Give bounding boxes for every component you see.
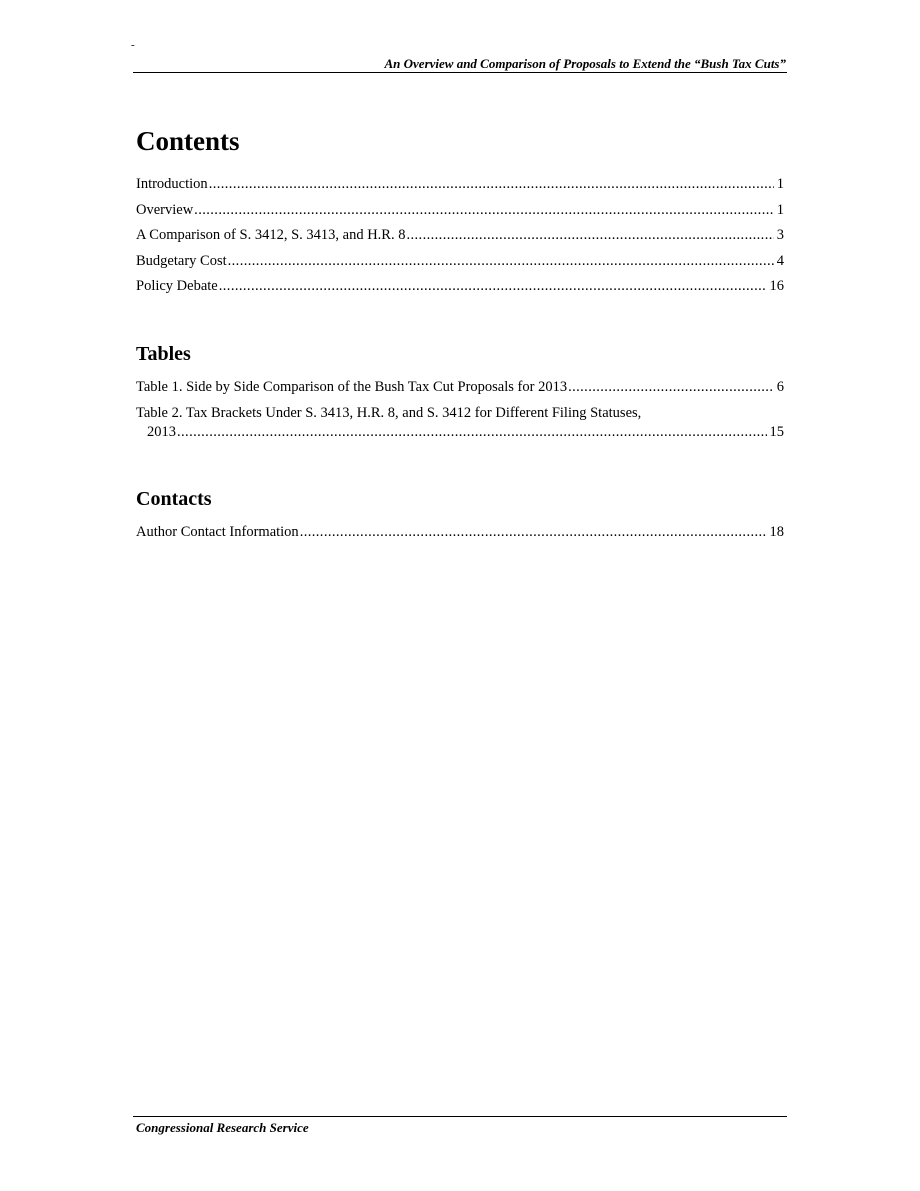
toc-entry-label-line-2: 2013 <box>147 423 176 440</box>
toc-entry-comparison[interactable] <box>136 226 784 245</box>
toc-entry-page: 1 <box>776 176 784 192</box>
toc-entry-page: 18 <box>769 524 784 540</box>
toc-entry-label: Policy Debate <box>136 278 218 294</box>
page-mark: - <box>131 39 135 51</box>
toc-entry-budgetary-cost[interactable] <box>136 252 784 271</box>
toc-entry-label: A Comparison of S. 3412, S. 3413, and H.R. 8 <box>136 227 406 243</box>
toc-entry-page: 16 <box>769 278 784 294</box>
toc-entry-label-line-1: Table 2. Tax Brackets Under S. 3413, H.R. 8, and S. 3412 for Different Filing Statuses, <box>136 404 642 421</box>
toc-entry-continuation <box>136 423 784 442</box>
running-header-title: An Overview and Comparison of Proposals to Extend the “Bush Tax Cuts” <box>384 56 786 71</box>
dot-leader <box>300 523 767 542</box>
dot-leader <box>568 378 774 397</box>
toc-entry-label: Budgetary Cost <box>136 252 227 269</box>
toc-entry-table-2[interactable] <box>136 404 784 442</box>
tables-list <box>136 378 784 448</box>
toc-entry-page: 4 <box>776 252 784 269</box>
contacts-heading: Contacts <box>136 488 212 510</box>
toc-entry-policy-debate[interactable] <box>136 277 784 296</box>
tables-heading: Tables <box>136 343 191 365</box>
toc-entry-page: 15 <box>769 423 784 440</box>
contacts-list <box>136 523 784 549</box>
toc-entry-page: 6 <box>776 379 784 395</box>
toc-entry-overview[interactable] <box>136 201 784 220</box>
footer-organization: Congressional Research Service <box>136 1120 309 1135</box>
dot-leader <box>228 252 774 271</box>
toc-entry-label: Table 1. Side by Side Comparison of the Bush Tax Cut Proposals for 2013 <box>136 379 568 395</box>
toc-entry-label: Author Contact Information <box>136 524 299 540</box>
toc-entry-page: 1 <box>776 201 784 218</box>
toc-entry-label: Introduction <box>136 176 208 192</box>
header-divider <box>133 72 787 73</box>
footer-divider <box>133 1116 787 1117</box>
dot-leader <box>406 226 773 245</box>
toc-entry-table-1[interactable] <box>136 378 784 397</box>
toc-entry-page: 3 <box>776 227 784 243</box>
contents-heading: Contents <box>136 126 240 156</box>
toc-entry-label: Overview <box>136 201 194 218</box>
dot-leader <box>194 201 774 220</box>
toc-entry-author-contact[interactable] <box>136 523 784 542</box>
contents-list <box>136 175 784 303</box>
dot-leader <box>177 423 767 442</box>
dot-leader <box>209 175 774 194</box>
dot-leader <box>219 277 767 296</box>
toc-entry-introduction[interactable] <box>136 175 784 194</box>
